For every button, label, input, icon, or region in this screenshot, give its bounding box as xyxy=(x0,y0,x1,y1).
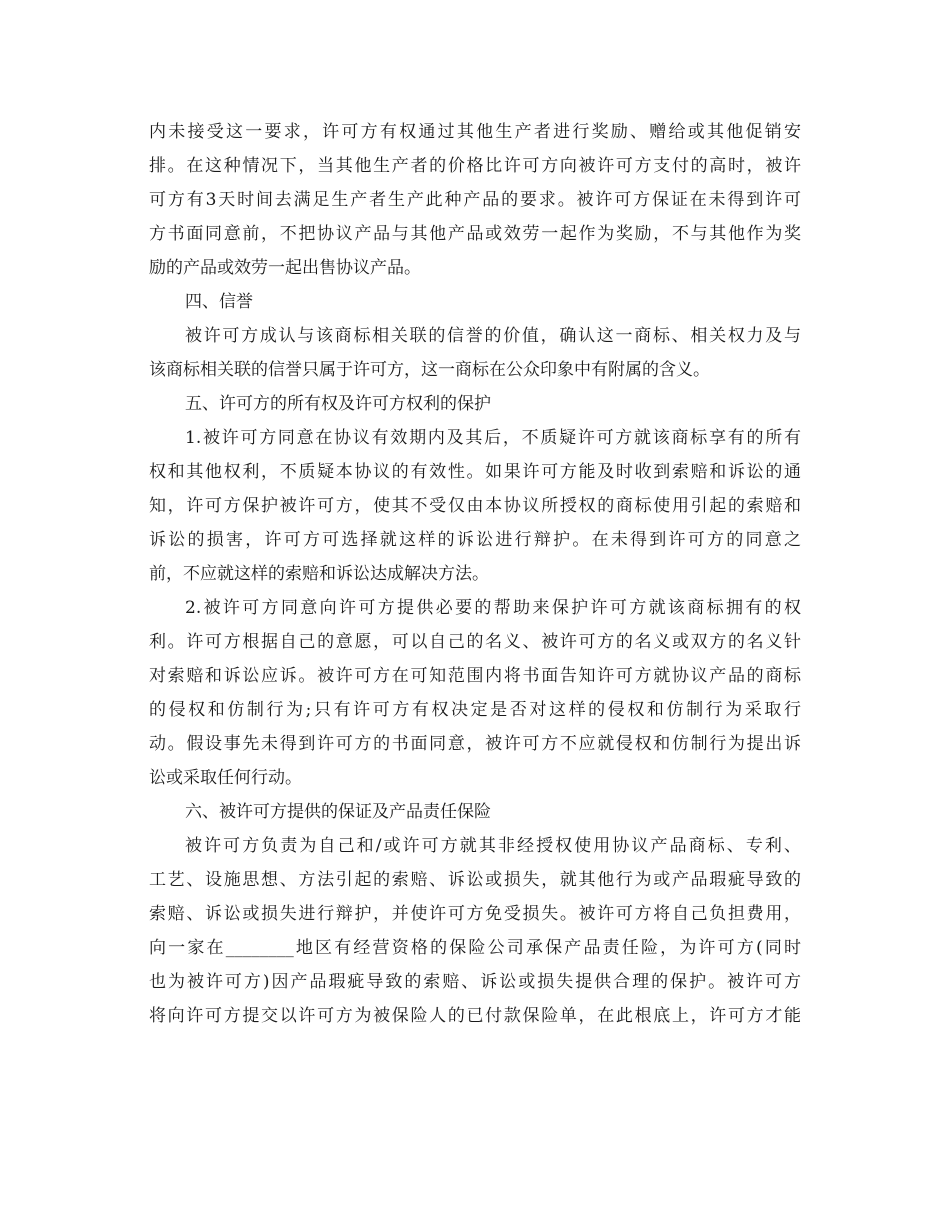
text-line: 对索赔和诉讼应诉。被许可方在可知范围内将书面告知许可方就协议产品的商标 xyxy=(149,666,801,686)
text-line: 将向许可方提交以许可方为被保险人的已付款保险单，在此根底上，许可方才能 xyxy=(149,1006,801,1026)
text-line: 1.被许可方同意在协议有效期内及其后，不质疑许可方就该商标享有的所有 xyxy=(185,428,801,448)
section-heading-warranty: 六、被许可方提供的保证及产品责任保险 xyxy=(185,802,491,822)
text-line: 工艺、设施思想、方法引起的索赔、诉讼或损失，就其他行为或产品瑕疵导致的 xyxy=(149,870,801,890)
text-line: 前，不应就这样的索赔和诉讼达成解决方法。 xyxy=(149,564,489,584)
text-line: 动。假设事先未得到许可方的书面同意，被许可方不应就侵权和仿制行为提出诉 xyxy=(149,734,801,754)
text-line: 被许可方成认与该商标相关联的信誉的价值，确认这一商标、相关权力及与 xyxy=(185,326,801,346)
text-line: 利。许可方根据自己的意愿，可以自己的名义、被许可方的名义或双方的名义针 xyxy=(149,632,801,652)
text-line: 讼或采取任何行动。 xyxy=(149,768,302,788)
text-line: 排。在这种情况下，当其他生产者的价格比许可方向被许可方支付的高时，被许 xyxy=(149,156,801,176)
text-line: 该商标相关联的信誉只属于许可方，这一商标在公众印象中有附属的含义。 xyxy=(149,360,710,380)
text-line: 2.被许可方同意向许可方提供必要的帮助来保护许可方就该商标拥有的权 xyxy=(185,598,801,618)
text-line: 内未接受这一要求，许可方有权通过其他生产者进行奖励、赠给或其他促销安 xyxy=(149,122,801,142)
text-line: 的侵权和仿制行为;只有许可方有权决定是否对这样的侵权和仿制行为采取行 xyxy=(149,700,801,720)
section-heading-ownership: 五、许可方的所有权及许可方权利的保护 xyxy=(185,394,491,414)
text-line: 也为被许可方)因产品瑕疵导致的索赔、诉讼或损失提供合理的保护。被许可方 xyxy=(149,972,801,992)
document-body xyxy=(149,115,801,1033)
text-line: 方书面同意前，不把协议产品与其他产品或效劳一起作为奖励，不与其他作为奖 xyxy=(149,224,801,244)
text-line: 励的产品或效劳一起出售协议产品。 xyxy=(149,258,421,278)
text-line: 向一家在________地区有经营资格的保险公司承保产品责任险，为许可方(同时 xyxy=(149,938,801,958)
text-line: 索赔、诉讼或损失进行辩护，并使许可方免受损失。被许可方将自己负担费用， xyxy=(149,904,801,924)
section-heading-reputation: 四、信誉 xyxy=(185,292,253,312)
text-line: 知，许可方保护被许可方，使其不受仅由本协议所授权的商标使用引起的索赔和 xyxy=(149,496,801,516)
text-line: 被许可方负责为自己和/或许可方就其非经授权使用协议产品商标、专利、 xyxy=(185,836,801,856)
text-line: 可方有3天时间去满足生产者生产此种产品的要求。被许可方保证在未得到许可 xyxy=(149,190,801,210)
text-line: 权和其他权利，不质疑本协议的有效性。如果许可方能及时收到索赔和诉讼的通 xyxy=(149,462,801,482)
text-line: 诉讼的损害，许可方可选择就这样的诉讼进行辩护。在未得到许可方的同意之 xyxy=(149,530,801,550)
